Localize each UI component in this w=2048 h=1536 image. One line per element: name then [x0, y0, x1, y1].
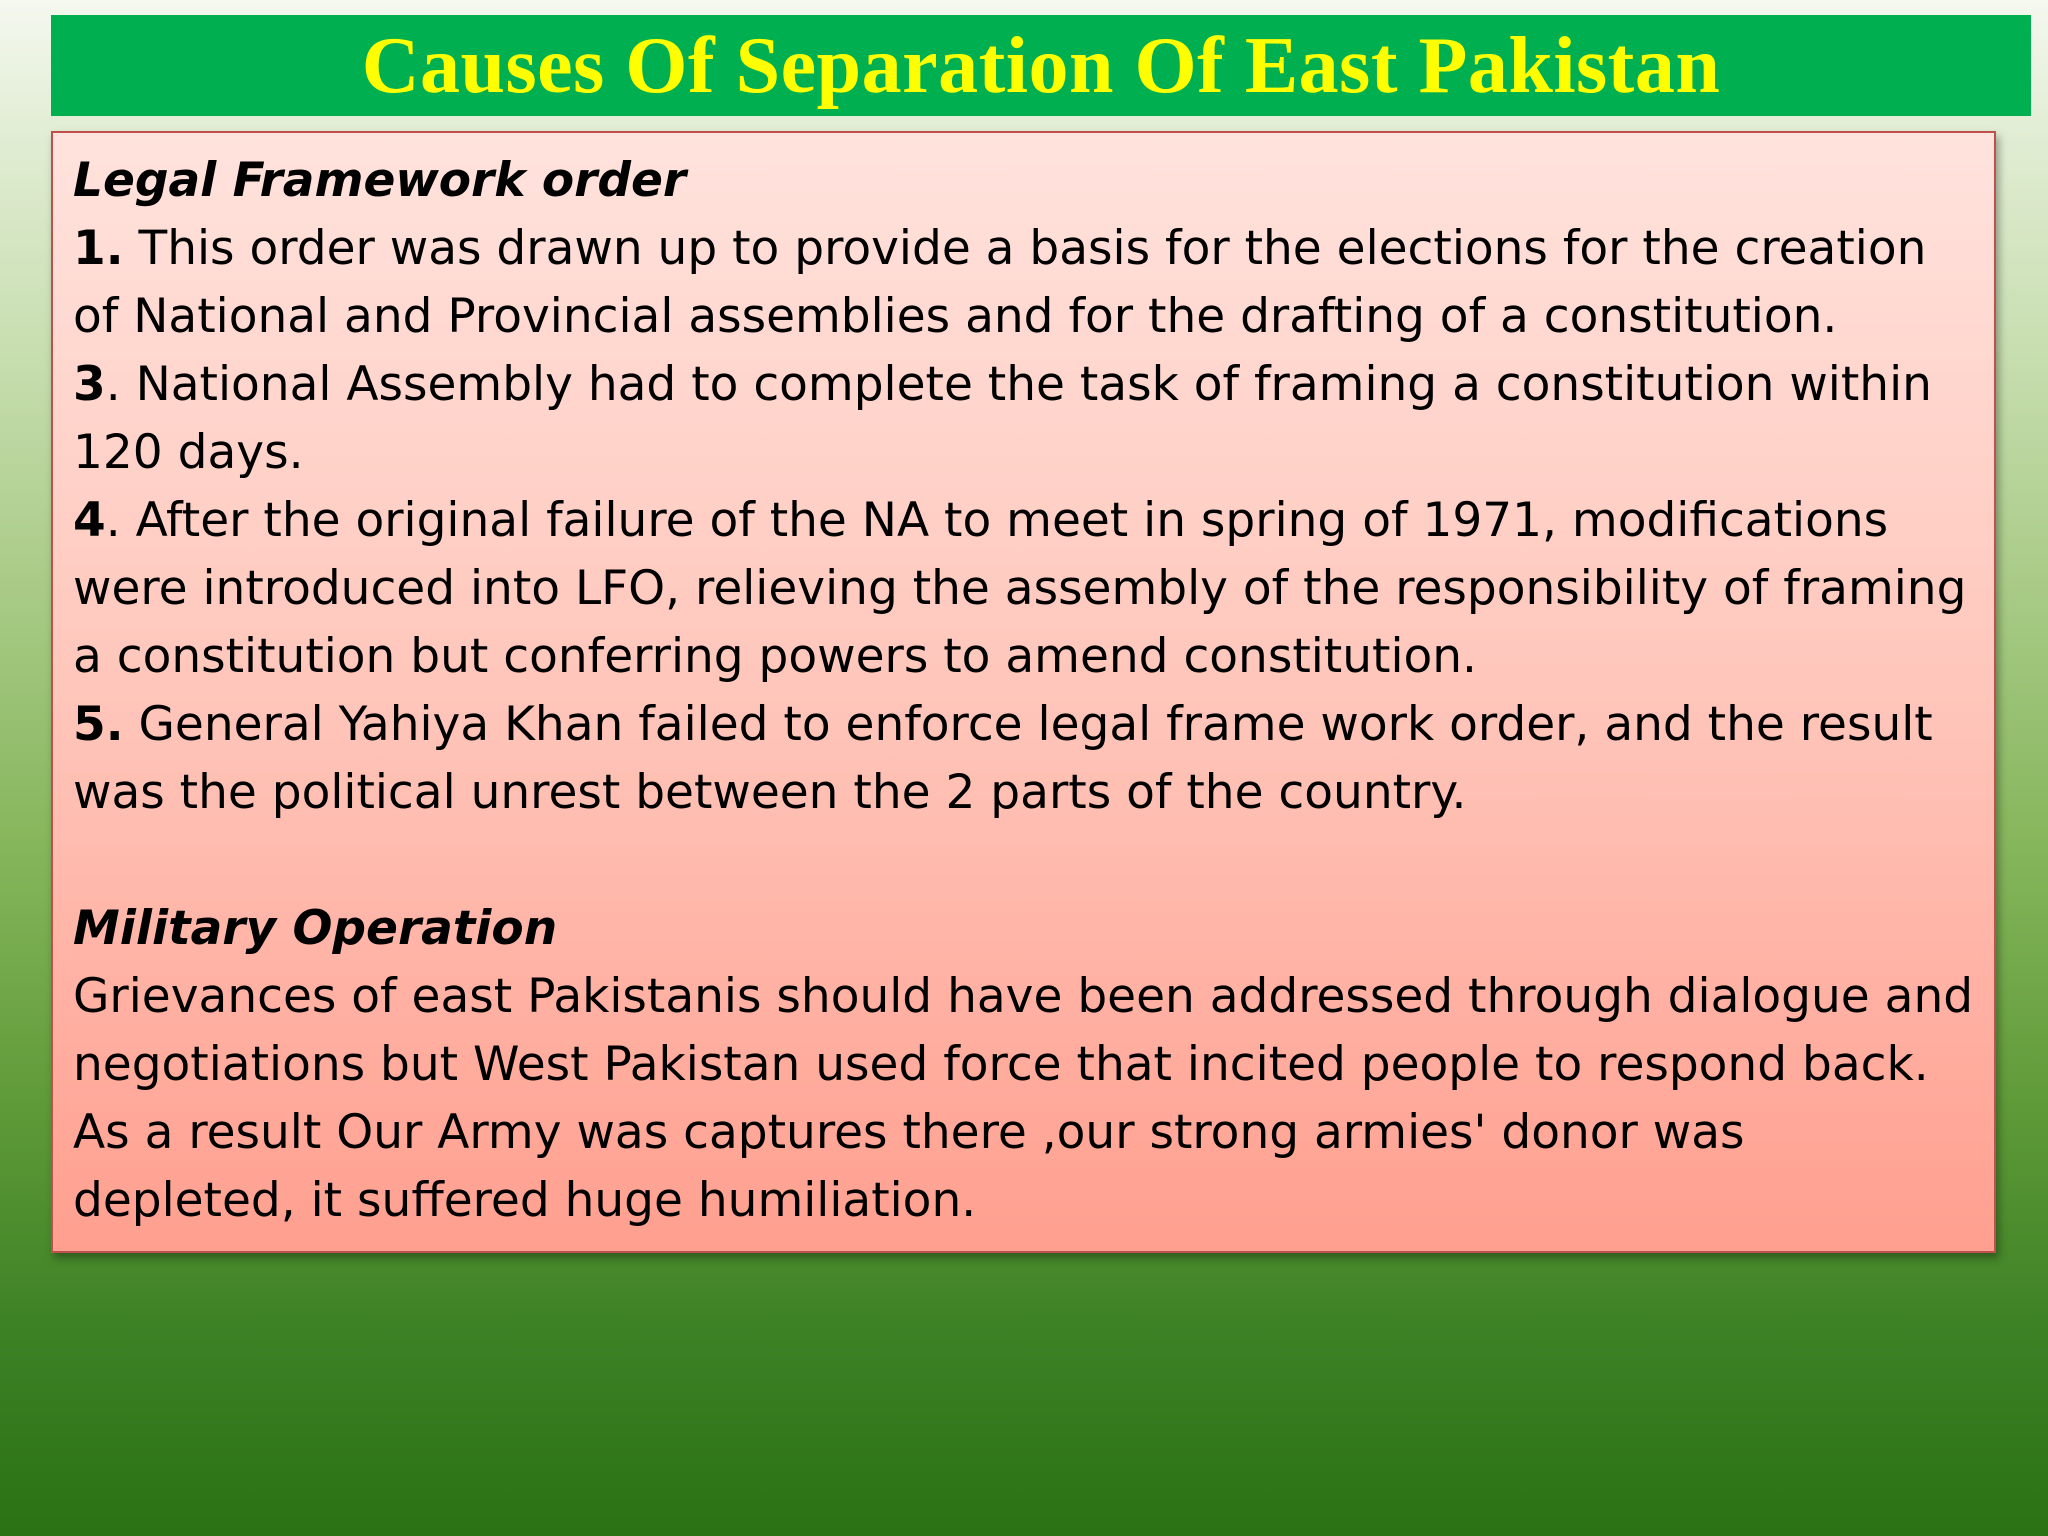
point-3-number: 3: [73, 357, 106, 412]
point-5: [73, 691, 1976, 827]
point-3: [73, 351, 1976, 487]
content-box: [51, 131, 1996, 1253]
point-4-number: 4: [73, 493, 106, 548]
point-1-text: This order was drawn up to provide a basis for the elections for the creation of National and Provincial assemblies and for the drafting of a constitution.: [73, 221, 1927, 344]
title-bar: [51, 15, 2031, 116]
point-5-text: General Yahiya Khan failed to enforce legal frame work order, and the result was the political unrest between the 2 parts of the country.: [73, 697, 1933, 820]
section-heading-legal-framework: Legal Framework order: [73, 153, 687, 208]
point-1-number: 1.: [73, 221, 124, 276]
military-operation-body: Grievances of east Pakistanis should have been addressed through dialogue and negotiations but West Pakistan used force that incited people to respond back. As a result Our Army was captures there ,our strong armies' donor was depleted, it suffered huge humiliation.: [73, 969, 1974, 1228]
section-spacer: [73, 827, 1976, 895]
point-3-text: . National Assembly had to complete the task of framing a constitution within 120 days.: [73, 357, 1932, 480]
point-1: [73, 215, 1976, 351]
slide-title: Causes Of Separation Of East Pakistan: [361, 21, 1721, 110]
point-4: [73, 487, 1976, 691]
section-heading-military-operation: Military Operation: [73, 901, 558, 956]
point-4-text: . After the original failure of the NA to meet in spring of 1971, modifications were introduced into LFO, relieving the assembly of the responsibility of framing a constitution but conferring powers to amend constitution.: [73, 493, 1967, 684]
point-5-number: 5.: [73, 697, 124, 752]
